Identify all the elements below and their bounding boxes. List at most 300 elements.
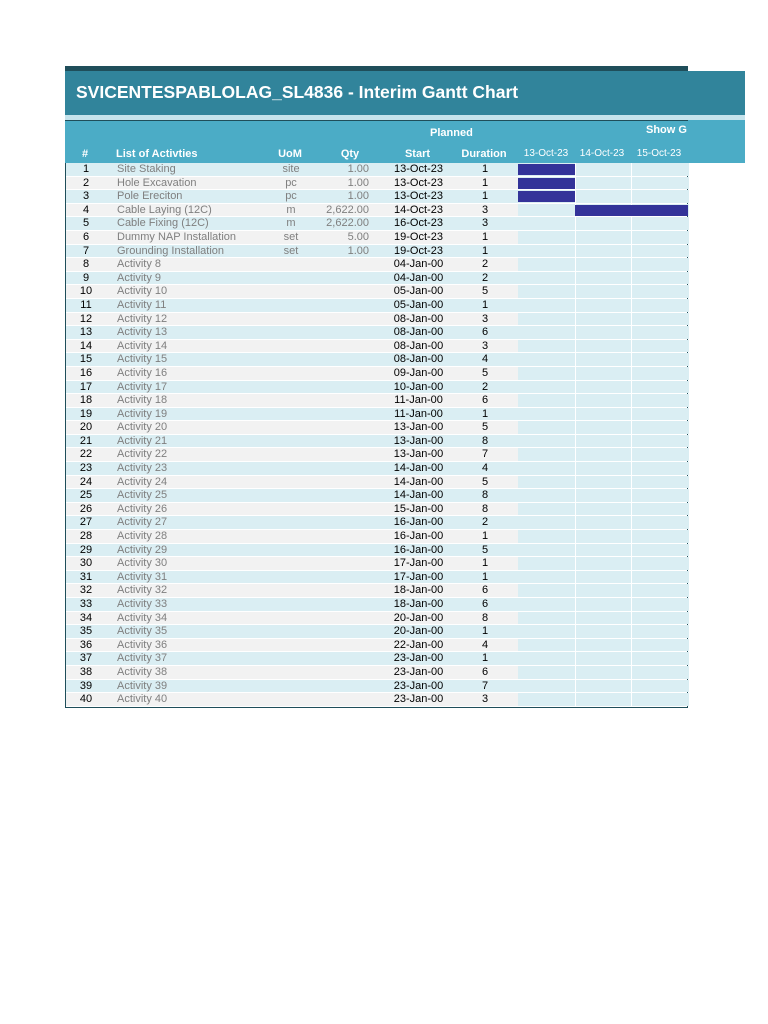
start-date: 13-Oct-23: [394, 190, 443, 203]
duration-cell: 5: [481, 285, 489, 298]
gantt-gridline: [631, 272, 632, 285]
gantt-gridline: [631, 299, 632, 312]
start-date: 09-Jan-00: [393, 366, 444, 379]
duration-cell: 8: [481, 611, 489, 624]
row-number: 30: [79, 557, 93, 570]
row-number: 34: [79, 611, 93, 624]
start-date: 23-Jan-00: [393, 652, 444, 665]
start-date: 08-Jan-00: [393, 339, 444, 352]
duration-cell: 8: [481, 489, 489, 502]
duration-cell: 2: [481, 258, 489, 271]
gantt-cells: [518, 598, 689, 611]
activity-name: Activity 37: [117, 652, 168, 665]
activity-name: Activity 24: [117, 475, 168, 488]
start-date: 04-Jan-00: [393, 271, 444, 284]
gantt-gridline: [575, 285, 576, 298]
planned-header: Planned: [430, 127, 473, 139]
start-date: 15-Jan-00: [393, 502, 444, 515]
table-row: [66, 177, 687, 191]
row-number: 2: [82, 176, 90, 189]
gantt-gridline: [575, 217, 576, 230]
gantt-cells: [518, 272, 689, 285]
gantt-cells: [518, 381, 689, 394]
gantt-cells: [518, 258, 689, 271]
table-header: [65, 120, 688, 163]
table-row: [66, 163, 687, 177]
activity-name: Grounding Installation: [117, 244, 225, 257]
gantt-cells: [518, 639, 689, 652]
activity-name: Cable Fixing (12C): [117, 217, 209, 230]
gantt-gridline: [631, 326, 632, 339]
table-row: [66, 516, 687, 530]
gantt-cells: [518, 367, 689, 380]
row-number: 1: [82, 163, 90, 175]
gantt-bar: [518, 164, 575, 175]
gantt-gridline: [575, 612, 576, 625]
table-row: [66, 326, 687, 340]
duration-cell: 4: [481, 462, 489, 475]
activity-name: Activity 27: [117, 516, 168, 529]
duration-cell: 6: [481, 598, 489, 610]
qty-cell: 1.00: [347, 163, 369, 175]
activity-name: Activity 21: [117, 434, 168, 447]
gantt-bar: [575, 205, 688, 216]
table-row: [66, 435, 687, 449]
gantt-gridline: [631, 163, 632, 176]
start-date: 14-Jan-00: [393, 489, 444, 502]
row-number: 15: [79, 353, 93, 366]
table-row: [66, 381, 687, 395]
row-number: 4: [82, 203, 90, 216]
row-number: 37: [79, 652, 93, 665]
gantt-cells: [518, 204, 689, 217]
gantt-gridline: [631, 177, 632, 190]
gantt-gridline: [575, 313, 576, 326]
table-row: [66, 408, 687, 422]
duration-cell: 5: [481, 421, 489, 434]
row-number: 20: [79, 421, 93, 434]
title-bar: [65, 71, 745, 115]
gantt-cells: [518, 503, 689, 516]
start-date: 13-Oct-23: [394, 176, 443, 189]
duration-cell: 3: [481, 693, 489, 706]
gantt-gridline: [631, 598, 632, 611]
duration-cell: 6: [481, 584, 489, 597]
gantt-cells: [518, 353, 689, 366]
col-start-header: Start: [404, 148, 431, 160]
table-row: [66, 652, 687, 666]
activity-name: Hole Excavation: [117, 176, 197, 189]
gantt-gridline: [631, 584, 632, 597]
activity-name: Activity 34: [117, 611, 168, 624]
activity-name: Activity 39: [117, 679, 168, 692]
row-number: 27: [79, 516, 93, 529]
row-number: 7: [82, 244, 90, 257]
table-row: [66, 190, 687, 204]
gantt-gridline: [631, 489, 632, 502]
gantt-cells: [518, 217, 689, 230]
gantt-gridline: [631, 285, 632, 298]
start-date: 14-Jan-00: [393, 462, 444, 475]
row-number: 8: [82, 258, 90, 271]
gantt-gridline: [575, 680, 576, 693]
table-row: [66, 299, 687, 313]
gantt-cells: [518, 435, 689, 448]
row-number: 13: [79, 326, 93, 339]
duration-cell: 3: [481, 312, 489, 325]
row-number: 11: [80, 298, 92, 311]
duration-cell: 1: [481, 163, 489, 175]
gantt-gridline: [631, 666, 632, 679]
duration-cell: 6: [481, 665, 489, 678]
start-date: 13-Jan-00: [393, 421, 444, 434]
gantt-gridline: [575, 299, 576, 312]
table-row: [66, 340, 687, 354]
gantt-gridline: [575, 652, 576, 665]
gantt-cells: [518, 231, 689, 244]
start-date: 08-Jan-00: [393, 326, 444, 339]
start-date: 23-Jan-00: [393, 665, 444, 678]
gantt-cells: [518, 408, 689, 421]
gantt-cells: [518, 489, 689, 502]
activity-name: Activity 28: [117, 530, 168, 543]
activity-name: Activity 31: [117, 570, 168, 583]
gantt-gridline: [575, 516, 576, 529]
show-gantt-toggle[interactable]: Show G: [646, 124, 687, 136]
start-date: 05-Jan-00: [393, 285, 444, 298]
table-row: [66, 217, 687, 231]
table-row: [66, 462, 687, 476]
start-date: 08-Jan-00: [393, 312, 444, 325]
duration-cell: 6: [481, 326, 489, 339]
table-row: [66, 285, 687, 299]
duration-cell: 7: [481, 679, 489, 692]
table-row: [66, 367, 687, 381]
table-row: [66, 666, 687, 680]
start-date: 17-Jan-00: [393, 570, 444, 583]
gantt-gridline: [631, 448, 632, 461]
start-date: 13-Oct-23: [394, 163, 443, 175]
start-date: 08-Jan-00: [393, 353, 444, 366]
col-activities-header: List of Activties: [116, 148, 198, 160]
col-uom-header: UoM: [278, 148, 302, 160]
start-date: 05-Jan-00: [393, 298, 444, 311]
gantt-cells: [518, 462, 689, 475]
activity-name: Activity 25: [117, 489, 168, 502]
start-date: 18-Jan-00: [393, 584, 444, 597]
gantt-cells: [518, 421, 689, 434]
row-number: 35: [79, 625, 93, 638]
table-row: [66, 612, 687, 626]
gantt-cells: [518, 326, 689, 339]
start-date: 16-Oct-23: [394, 217, 443, 230]
row-number: 23: [79, 462, 93, 475]
gantt-gridline: [631, 462, 632, 475]
activity-name: Activity 30: [117, 557, 168, 570]
start-date: 14-Jan-00: [393, 475, 444, 488]
uom-cell: set: [283, 230, 299, 243]
gantt-gridline: [575, 530, 576, 543]
gantt-gridline: [575, 503, 576, 516]
uom-cell: m: [286, 203, 296, 216]
duration-cell: 3: [481, 339, 489, 352]
gantt-gridline: [631, 557, 632, 570]
table-row: [66, 625, 687, 639]
duration-cell: 1: [481, 298, 489, 311]
row-number: 36: [79, 638, 93, 651]
table-row: [66, 503, 687, 517]
table-row: [66, 476, 687, 490]
start-date: 14-Oct-23: [394, 203, 443, 216]
gantt-gridline: [575, 598, 576, 611]
row-number: 22: [79, 448, 93, 461]
table-row: [66, 598, 687, 612]
gantt-gridline: [631, 652, 632, 665]
row-number: 33: [79, 598, 93, 610]
activity-name: Activity 19: [117, 407, 168, 420]
start-date: 04-Jan-00: [393, 258, 444, 271]
gantt-gridline: [631, 340, 632, 353]
gantt-cells: [518, 340, 689, 353]
start-date: 18-Jan-00: [393, 598, 444, 610]
gantt-gridline: [631, 421, 632, 434]
start-date: 16-Jan-00: [393, 516, 444, 529]
row-number: 39: [79, 679, 93, 692]
row-number: 21: [79, 434, 93, 447]
activity-name: Activity 23: [117, 462, 168, 475]
gantt-cells: [518, 476, 689, 489]
gantt-gridline: [575, 625, 576, 638]
duration-cell: 6: [481, 394, 489, 407]
table-row: [66, 489, 687, 503]
activity-name: Activity 16: [117, 366, 168, 379]
gantt-gridline: [575, 408, 576, 421]
activity-name: Activity 10: [117, 285, 168, 298]
gantt-gridline: [631, 231, 632, 244]
gantt-cells: [518, 285, 689, 298]
table-row: [66, 544, 687, 558]
start-date: 20-Jan-00: [393, 611, 444, 624]
gantt-gridline: [575, 190, 576, 203]
activity-name: Dummy NAP Installation: [117, 230, 237, 243]
activity-name: Activity 18: [117, 394, 168, 407]
gantt-gridline: [575, 163, 576, 176]
duration-cell: 2: [481, 380, 489, 393]
qty-cell: 1.00: [347, 190, 369, 203]
activity-name: Activity 38: [117, 665, 168, 678]
activity-name: Activity 11: [117, 298, 167, 311]
row-number: 25: [79, 489, 93, 502]
gantt-gridline: [631, 381, 632, 394]
gantt-bar: [518, 178, 575, 189]
gantt-cells: [518, 571, 689, 584]
header-top-rule: [65, 120, 688, 121]
gantt-gridline: [575, 258, 576, 271]
gantt-cells: [518, 394, 689, 407]
gantt-gridline: [631, 625, 632, 638]
table-row: [66, 557, 687, 571]
gantt-gridline: [575, 557, 576, 570]
duration-cell: 3: [481, 217, 489, 230]
gantt-gridline: [575, 666, 576, 679]
row-number: 10: [79, 285, 93, 298]
gantt-gridline: [631, 680, 632, 693]
gantt-cells: [518, 557, 689, 570]
gantt-gridline: [575, 340, 576, 353]
table-row: [66, 258, 687, 272]
gantt-gridline: [631, 516, 632, 529]
duration-cell: 5: [481, 366, 489, 379]
gantt-gridline: [575, 353, 576, 366]
gantt-gridline: [575, 394, 576, 407]
gantt-cells: [518, 652, 689, 665]
uom-cell: pc: [285, 176, 297, 189]
activity-name: Activity 8: [117, 258, 162, 271]
gantt-gridline: [575, 448, 576, 461]
duration-cell: 1: [481, 176, 489, 189]
gantt-gridline: [631, 544, 632, 557]
table-row: [66, 584, 687, 598]
gantt-gridline: [575, 326, 576, 339]
row-number: 26: [79, 502, 93, 515]
duration-cell: 1: [481, 407, 489, 420]
row-number: 28: [79, 530, 93, 543]
gantt-gridline: [631, 571, 632, 584]
row-number: 19: [79, 407, 93, 420]
row-number: 6: [82, 230, 90, 243]
activity-name: Activity 17: [117, 380, 168, 393]
gantt-gridline: [631, 245, 632, 258]
duration-cell: 2: [481, 271, 489, 284]
gantt-date-header: 13-Oct-23: [523, 148, 569, 159]
row-number: 31: [79, 570, 93, 583]
uom-cell: set: [283, 244, 299, 257]
table-row: [66, 394, 687, 408]
start-date: 16-Jan-00: [393, 530, 444, 543]
gantt-cells: [518, 516, 689, 529]
gantt-cells: [518, 190, 689, 203]
duration-cell: 1: [481, 244, 489, 257]
uom-cell: site: [282, 163, 300, 175]
gantt-gridline: [575, 245, 576, 258]
gantt-cells: [518, 584, 689, 597]
table-row: [66, 231, 687, 245]
start-date: 23-Jan-00: [393, 679, 444, 692]
start-date: 13-Jan-00: [393, 448, 444, 461]
gantt-gridline: [631, 217, 632, 230]
gantt-gridline: [631, 408, 632, 421]
row-number: 17: [79, 380, 93, 393]
gantt-gridline: [575, 489, 576, 502]
activity-name: Activity 14: [117, 339, 168, 352]
gantt-gridline: [631, 190, 632, 203]
gantt-cells: [518, 530, 689, 543]
gantt-date-header: 15-Oct-23: [636, 148, 682, 159]
activity-name: Activity 15: [117, 353, 168, 366]
table-row: [66, 204, 687, 218]
duration-cell: 1: [481, 190, 489, 203]
row-number: 24: [79, 475, 93, 488]
row-number: 9: [82, 271, 90, 284]
activity-name: Activity 36: [117, 638, 168, 651]
row-number: 3: [82, 190, 90, 203]
duration-cell: 3: [481, 203, 489, 216]
activity-name: Activity 29: [117, 543, 168, 556]
duration-cell: 5: [481, 543, 489, 556]
gantt-gridline: [575, 462, 576, 475]
qty-cell: 1.00: [347, 244, 369, 257]
duration-cell: 1: [481, 652, 489, 665]
gantt-gridline: [575, 421, 576, 434]
gantt-cells: [518, 544, 689, 557]
row-number: 32: [79, 584, 93, 597]
row-number: 18: [79, 394, 93, 407]
gantt-gridline: [631, 353, 632, 366]
gantt-cells: [518, 693, 689, 706]
activity-name: Activity 32: [117, 584, 168, 597]
gantt-gridline: [631, 258, 632, 271]
start-date: 13-Jan-00: [393, 434, 444, 447]
gantt-gridline: [575, 571, 576, 584]
gantt-gridline: [631, 476, 632, 489]
row-number: 14: [79, 339, 93, 352]
start-date: 16-Jan-00: [393, 543, 444, 556]
table-row: [66, 693, 687, 707]
table-row: [66, 245, 687, 259]
row-number: 16: [79, 366, 93, 379]
activity-name: Activity 26: [117, 502, 168, 515]
row-number: 5: [82, 217, 90, 230]
gantt-cells: [518, 612, 689, 625]
uom-cell: m: [286, 217, 296, 230]
activity-name: Activity 20: [117, 421, 168, 434]
gantt-cells: [518, 177, 689, 190]
activity-name: Activity 35: [117, 625, 168, 638]
duration-cell: 7: [481, 448, 489, 461]
gantt-gridline: [631, 639, 632, 652]
table-row: [66, 313, 687, 327]
start-date: 10-Jan-00: [393, 380, 444, 393]
start-date: 19-Oct-23: [394, 230, 443, 243]
row-number: 12: [79, 312, 93, 325]
qty-cell: 1.00: [347, 176, 369, 189]
gantt-cells: [518, 299, 689, 312]
col-qty-header: Qty: [340, 148, 360, 160]
table-row: [66, 571, 687, 585]
gantt-gridline: [575, 639, 576, 652]
gantt-cells: [518, 245, 689, 258]
duration-cell: 1: [481, 557, 489, 570]
gantt-cells: [518, 680, 689, 693]
activity-name: Site Staking: [117, 163, 176, 175]
row-number: 40: [79, 693, 93, 706]
gantt-gridline: [575, 476, 576, 489]
activity-name: Activity 33: [117, 598, 168, 610]
qty-cell: 2,622.00: [326, 203, 369, 216]
row-number: 38: [79, 665, 93, 678]
start-date: 22-Jan-00: [393, 638, 444, 651]
gantt-gridline: [575, 381, 576, 394]
header-extension: [688, 120, 745, 163]
table-row: [66, 530, 687, 544]
gantt-gridline: [575, 367, 576, 380]
table-row: [66, 448, 687, 462]
gantt-gridline: [575, 435, 576, 448]
gantt-gridline: [575, 231, 576, 244]
gantt-gridline: [631, 435, 632, 448]
gantt-gridline: [575, 544, 576, 557]
activity-name: Activity 13: [117, 326, 168, 339]
